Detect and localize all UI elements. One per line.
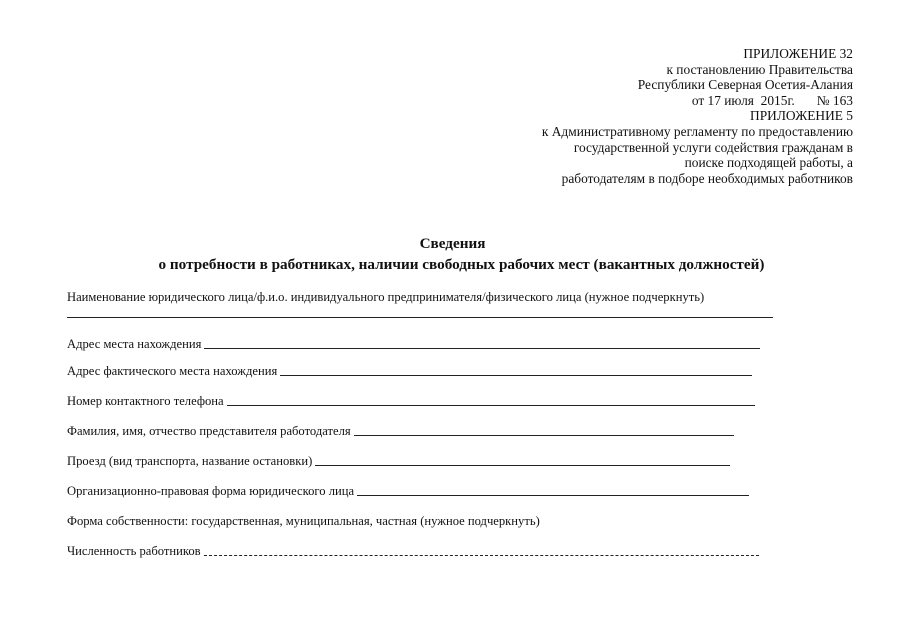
decree-year: 2015г. (760, 92, 795, 108)
government-name: Республики Северная Осетия-Алания (637, 77, 853, 93)
actual-address-input-line[interactable] (280, 374, 752, 376)
representative-field (67, 424, 734, 438)
appendix-32-label: ПРИЛОЖЕНИЕ 32 (743, 46, 853, 61)
headcount-label: Численность работников (67, 544, 201, 558)
transport-label: Проезд (вид транспорта, название остановки) (67, 454, 313, 468)
decree-number: № 163 (816, 92, 853, 108)
org-name-field (67, 290, 707, 304)
address-field (67, 337, 760, 351)
phone-field (67, 394, 755, 408)
title-line-1: Сведения (419, 235, 486, 252)
phone-label: Номер контактного телефона (67, 394, 224, 408)
appendix-5-label: ПРИЛОЖЕНИЕ 5 (750, 108, 853, 124)
headcount-field (67, 544, 759, 558)
org-name-input-line[interactable] (67, 316, 773, 318)
decree-date: от 17 июля (691, 92, 754, 108)
address-label: Адрес места нахождения (67, 337, 202, 351)
transport-field (67, 454, 730, 468)
regulation-line-4: работодателям в подборе необходимых работников (561, 170, 853, 186)
actual-address-label: Адрес фактического места нахождения (67, 364, 278, 378)
headcount-input-line[interactable] (204, 554, 759, 556)
ownership-label: Форма собственности: государственная, муниципальная, частная (нужное подчеркнуть) (67, 514, 540, 528)
title-line-2: о потребности в работниках, наличии свободных рабочих мест (вакантных должностей) (158, 256, 765, 273)
address-input-line[interactable] (204, 347, 760, 349)
decree-reference: к постановлению Правительства (666, 61, 853, 77)
phone-input-line[interactable] (227, 404, 755, 406)
legal-form-field (67, 484, 749, 498)
decree-date-line (433, 93, 853, 109)
representative-input-line[interactable] (354, 434, 734, 436)
legal-form-input-line[interactable] (357, 494, 749, 496)
legal-form-label: Организационно-правовая форма юридического лица (67, 484, 355, 498)
representative-label: Фамилия, имя, отчество представителя работодателя (67, 424, 351, 438)
transport-input-line[interactable] (315, 464, 730, 466)
appendix-header (433, 46, 853, 186)
ownership-field (67, 514, 543, 528)
regulation-reference: к Административному регламенту по предоставлению (541, 123, 853, 139)
document-title (0, 233, 905, 275)
actual-address-field (67, 364, 752, 378)
org-name-label: Наименование юридического лица/ф.и.о. индивидуального предпринимателя/физического лица (нужное подчеркнуть) (67, 290, 705, 304)
regulation-line-3: поиске подходящей работы, а (684, 155, 853, 171)
regulation-line-2: государственной услуги содействия гражданам в (573, 139, 853, 155)
